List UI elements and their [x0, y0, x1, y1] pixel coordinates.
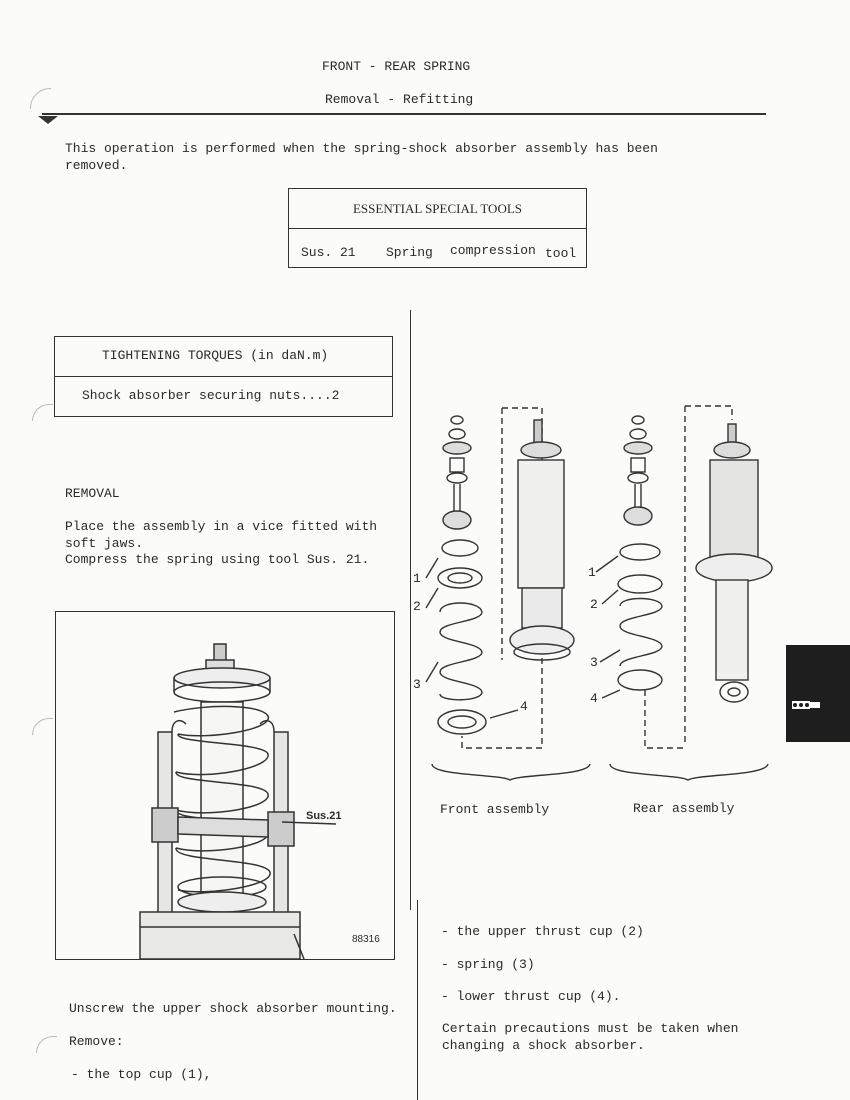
front-callout-4: 4 — [520, 699, 528, 714]
tool-name-a: Spring — [386, 245, 433, 260]
removal-line-3: Compress the spring using tool Sus. 21. — [65, 552, 370, 567]
tool-name-b: compression — [450, 243, 536, 258]
front-assembly-caption: Front assembly — [440, 802, 550, 817]
torques-divider — [55, 376, 392, 377]
margin-mark — [32, 718, 53, 735]
special-tools-divider — [289, 228, 586, 229]
front-callout-3: 3 — [413, 677, 421, 692]
page-subtitle: Removal - Refitting — [325, 92, 474, 107]
rear-callout-4: 4 — [590, 691, 598, 706]
remove-item-3: - spring (3) — [441, 957, 535, 972]
header-rule — [42, 113, 766, 115]
unscrew-instruction: Unscrew the upper shock absorber mounting. — [69, 1001, 397, 1016]
torque-item: Shock absorber securing nuts....2 — [82, 388, 340, 403]
page-title: FRONT - REAR SPRING — [322, 59, 471, 74]
remove-item-1: - the top cup (1), — [71, 1067, 212, 1082]
spring-compressor-illustration — [56, 612, 394, 959]
section-tab — [786, 645, 850, 742]
torques-box — [54, 336, 393, 417]
torques-heading: TIGHTENING TORQUES (in daN.m) — [102, 348, 329, 363]
removal-line-1: Place the assembly in a vice fitted with — [65, 519, 378, 534]
shock-absorber-icon — [786, 645, 850, 742]
margin-mark — [30, 88, 51, 109]
remove-item-4: - lower thrust cup (4). — [441, 989, 621, 1004]
remove-item-2: - the upper thrust cup (2) — [441, 924, 644, 939]
tool-name-c: tool — [545, 246, 577, 261]
page-corner-mark — [38, 116, 58, 124]
margin-mark — [36, 1036, 57, 1053]
precaution-line-2: changing a shock absorber. — [442, 1038, 645, 1053]
column-divider-lower — [417, 900, 418, 1100]
spring-compression-figure — [55, 611, 395, 960]
exploded-assembly-illustration — [410, 400, 780, 790]
rear-callout-3: 3 — [590, 655, 598, 670]
rear-assembly-caption: Rear assembly — [633, 801, 735, 816]
front-callout-2: 2 — [413, 599, 421, 614]
removal-heading: REMOVAL — [65, 486, 120, 501]
rear-callout-2: 2 — [590, 597, 598, 612]
margin-mark — [32, 404, 53, 421]
special-tools-heading: ESSENTIAL SPECIAL TOOLS — [352, 201, 522, 216]
intro-line-2: removed. — [65, 158, 128, 173]
intro-line-1: This operation is performed when the spring-shock absorber assembly has been — [65, 141, 658, 156]
front-callout-1: 1 — [413, 571, 421, 586]
assembly-diagram — [410, 400, 780, 790]
remove-heading: Remove: — [69, 1034, 124, 1049]
removal-line-2: soft jaws. — [65, 536, 144, 551]
tool-label: Sus.21 — [306, 810, 342, 822]
figure-ref: 88316 — [352, 934, 380, 945]
tool-code: Sus. 21 — [301, 245, 356, 260]
precaution-line-1: Certain precautions must be taken when — [442, 1021, 739, 1036]
rear-callout-1: 1 — [588, 565, 596, 580]
special-tools-box — [288, 188, 587, 268]
